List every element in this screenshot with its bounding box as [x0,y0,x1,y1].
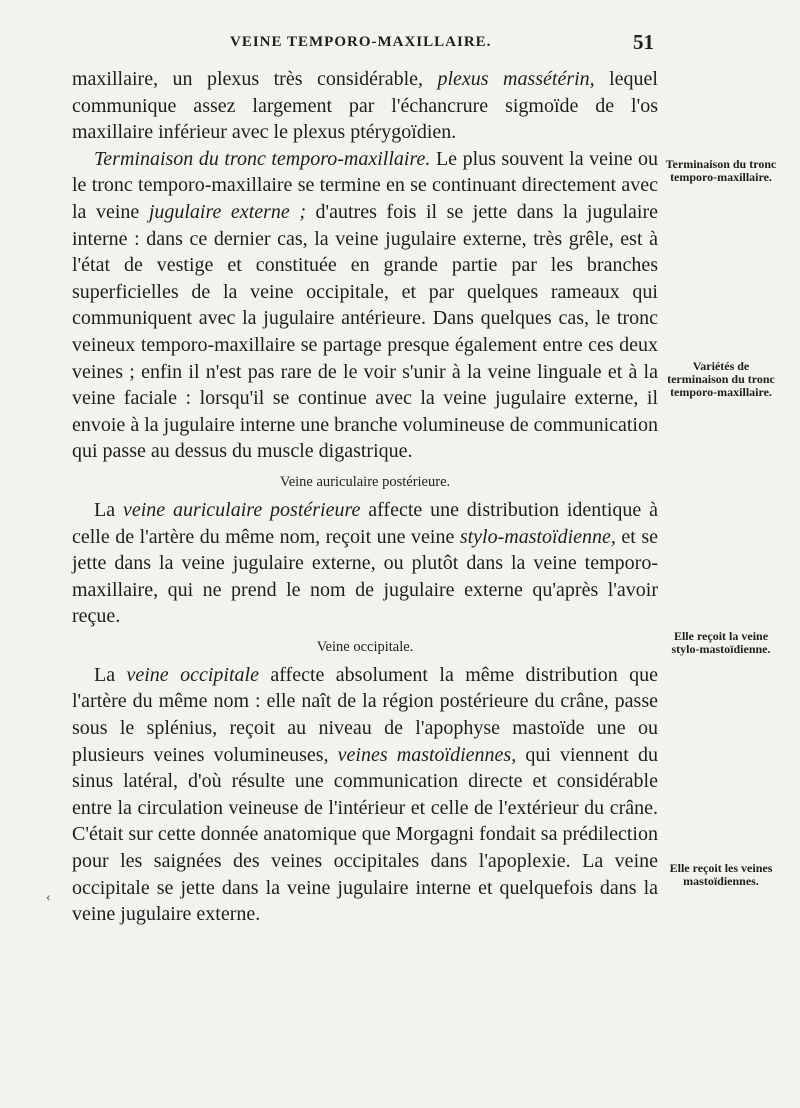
body-text [72,66,658,928]
text-run: La [94,498,123,521]
margin-note-mastoidiennes: Elle reçoit les veines mastoïdiennes. [669,861,773,888]
running-head [70,30,660,56]
page-number: 51 [633,30,654,54]
section-heading-occipitale: Veine occipitale. [316,638,414,655]
text-run: affecte absolument la même distribution que l'artère du même nom : elle naît de la région postérieure du crâne, passe sous le splénius, reçoit au niveau de l'apophyse mastoïde une ou plusieurs veines volumineuses, [72,663,659,766]
paragraph-auriculaire [72,497,658,630]
text-run: lequel communique assez largement par l'échancrure sigmoïde de l'os maxillaire inférieur avec le plexus ptérygoïdien. [72,68,658,144]
stray-mark: ‹ [46,890,51,905]
section-heading-auriculaire: Veine auriculaire postérieure. [279,473,451,490]
running-title: VEINE TEMPORO-MAXILLAIRE. [230,34,492,50]
text-run: affecte une distribution identique à celle de l'artère du même nom, reçoit une veine [72,498,659,548]
text-run: Le plus souvent la veine ou le tronc temporo-maxillaire se termine en se continuant directement avec la veine [72,147,658,223]
margin-note-stylo-mastoidienne: Elle reçoit la veine stylo-mastoïdienne. [671,629,771,656]
margin-note-varietes: Variétés de terminaison du tronc temporo-maxillaire. [667,359,775,399]
italic-term: veine occipitale [126,663,259,686]
paragraph-occipitale [72,662,658,928]
text-run: La [94,663,127,686]
italic-term: jugulaire externe ; [148,200,306,223]
paragraph-plexus [72,66,658,146]
text-run: d'autres fois il se jette dans la jugulaire interne : dans ce dernier cas, la veine jugulaire externe, très grêle, est à l'état de vestige et constituée en grande partie par les branches superficielles de la veine occipitale, et par quelques rameaux qui communiquent avec la jugulaire antérieure. Dans quelques cas, le tronc veineux temporo-maxillaire se partage presque également entre ces deux veines ; enfin il n'est pas rare de le voir s'unir à la veine linguale et à la veine faciale : lorsqu'il se continue avec la veine jugulaire externe, il envoie à la jugulaire interne une branche volumineuse de communication qui passe au dessus du muscle digastrique. [72,200,658,463]
text-run: et se jette dans la veine jugulaire externe, ou plutôt dans la veine temporo-maxillaire, qui ne prend le nom de jugulaire externe qu'après l'avoir reçue. [72,525,658,628]
italic-term: plexus massétérin, [437,68,595,90]
italic-term: veine auriculaire postérieure [122,498,361,521]
paragraph-terminaison [72,146,658,465]
italic-term: stylo-mastoïdienne, [459,525,616,548]
italic-term: veines mastoïdiennes, [337,743,517,766]
text-run: maxillaire, un plexus très considérable, [72,68,438,90]
italic-term: Terminaison du tronc temporo-maxillaire. [94,147,431,170]
margin-note-terminaison: Terminaison du tronc temporo-maxillaire. [665,157,777,184]
text-run: qui viennent du sinus latéral, d'où résulte une communication directe et considérable entre la circulation veineuse de l'intérieur et celle de l'extérieur du crâne. C'était sur cette donnée anatomique que Morgagni fondait sa prédilection pour les saignées des veines occipitales dans l'apoplexie. La veine occipitale se jette dans la veine jugulaire interne et quelquefois dans la veine jugulaire externe. [72,743,658,926]
